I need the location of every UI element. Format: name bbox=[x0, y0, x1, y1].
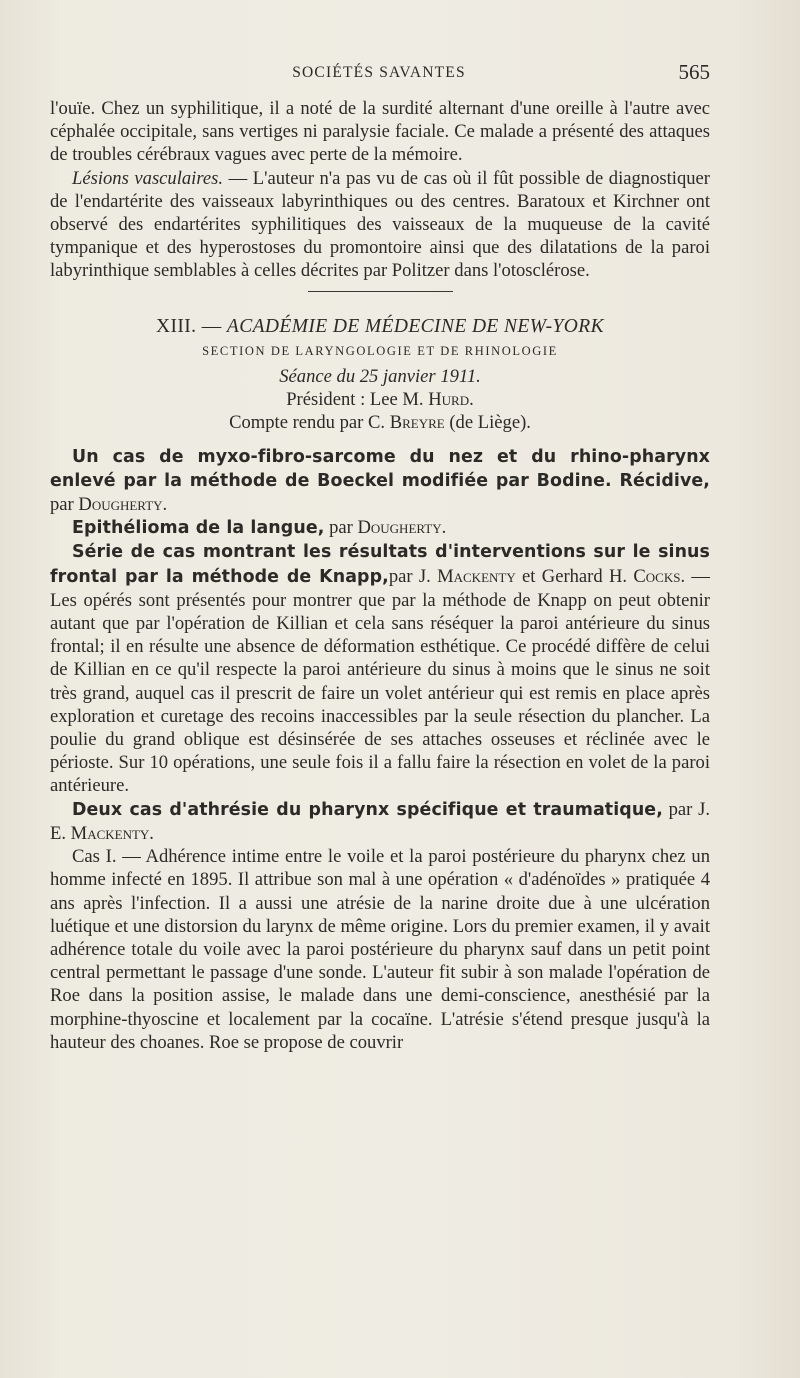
entry-author: Dougherty bbox=[78, 494, 163, 516]
entry-author: Cocks bbox=[633, 565, 681, 587]
case-one-text: Cas I. — Adhérence intime entre le voile et la paroi postérieure du pharynx chez un homme infecté en 1895. Il attribue son mal à une opération « d'adénoïdes » pratiquée 4 ans après l'infection. Il a aussi une atrésie de la narine droite due à une ulcération luétique et une distorsion du larynx de même origine. Lors du premier examen, il y avait adhérence totale du voile avec la paroi postérieure du pharynx sauf dans un petit point central permettant le passage d'une sonde. L'auteur fit subir à son malade l'opération de Roe dans la position assise, le malade dans une demi-conscience, anesthésié par la morphine-thyoscine et localement par la cocaïne. L'atrésie s'étend presque jusqu'à la hauteur des choanes. Roe se propose de couvrir bbox=[50, 846, 710, 1053]
report-prefix: Compte rendu par C. bbox=[229, 412, 390, 434]
entry-by: par J. E. bbox=[50, 798, 710, 844]
report-suffix: (de Liège). bbox=[444, 412, 531, 434]
entry-author: Dougherty bbox=[357, 517, 442, 539]
entry-epithelioma bbox=[50, 516, 710, 540]
president-name: Hurd bbox=[428, 389, 470, 411]
report-line bbox=[50, 411, 710, 434]
president-suffix: . bbox=[469, 389, 474, 411]
section-number: XIII. — bbox=[156, 315, 227, 337]
section-title bbox=[50, 315, 710, 338]
section-heading: ACADÉMIE DE MÉDECINE DE NEW-YORK bbox=[226, 315, 604, 337]
lesions-heading: Lésions vasculaires. bbox=[72, 167, 224, 189]
entry-end: . bbox=[162, 494, 168, 516]
entry-end: . bbox=[441, 517, 447, 539]
entry-by: par J. bbox=[388, 565, 438, 587]
entry-by: par bbox=[50, 494, 79, 516]
entry-title: Un cas de myxo-fibro-sarcome du nez et du rhino-pharynx enlevé par la méthode de Boeckel modifiée par Bodine. Récidive, bbox=[50, 446, 710, 491]
lesions-text: — L'auteur n'a pas vu de cas où il fût possible de diagnostiquer de l'endartérite des vaisseaux labyrinthiques ou des centres. Baratoux et Kirchner ont observé des endartérites syphilitiques des vaisseaux de la muqueuse de la cavité tympanique et des hyperostoses du promontoire ainsi que des dilatations de la paroi labyrinthique semblables à celles décrites par Politzer dans l'otosclérose. bbox=[50, 167, 710, 282]
entry-author: Mackenty bbox=[437, 565, 516, 587]
president-line bbox=[50, 388, 710, 411]
body-text bbox=[50, 97, 710, 1054]
session-date bbox=[50, 365, 710, 388]
section-subtitle: SECTION DE LARYNGOLOGIE ET DE RHINOLOGIE bbox=[202, 343, 558, 358]
entry-myxo-fibro-sarcome bbox=[50, 445, 710, 517]
page-header bbox=[48, 60, 710, 94]
page-number: 565 bbox=[678, 60, 710, 84]
president-prefix: Président : Lee M. bbox=[286, 389, 429, 411]
paragraph-ouie: l'ouïe. Chez un syphilitique, il a noté de la surdité alternant d'une oreille à l'autre avec céphalée occipitale, sans vertiges ni paralysie faciale. Ce malade a présenté des attaques de troubles cérébraux vagues avec perte de la mémoire. bbox=[50, 98, 710, 166]
entry-end: . bbox=[149, 822, 154, 844]
entry-text: . — Les opérés sont présentés pour montrer que par la méthode de Knapp on peut obtenir autant que par l'opération de Killian et cela sans réséquer la paroi antérieure du sinus frontal; il en résulte une absence de déformation esthétique. Ce procédé diffère de celui de Killian en ce qu'il respecte la paroi antérieure du sinus à moins que le sinus ne soit très grand, auquel cas il prescrit de faire un volet antérieur qui est remis en place après exploration et curetage des recoins inaccessibles par la seule résection du plancher. La poulie du grand oblique est désinsérée de ses attaches osseuses et réclinée avec le périoste. Sur 10 opérations, une seule fois il a fallu faire la résection en volet de la paroi antérieure. bbox=[50, 565, 710, 797]
entry-sinus-frontal bbox=[50, 540, 710, 797]
report-author: Breyre bbox=[389, 412, 445, 434]
spacer bbox=[50, 435, 710, 445]
entry-title: Série de cas montrant les résultats d'interventions sur le sinus frontal par la méthode de Knapp, bbox=[50, 542, 710, 587]
entry-and: et Gerhard H. bbox=[515, 565, 634, 587]
entry-author: Mackenty bbox=[70, 822, 150, 844]
entry-by: par bbox=[324, 517, 358, 539]
paragraph-lesions-vasculaires bbox=[50, 167, 710, 283]
running-title: SOCIÉTÉS SAVANTES bbox=[292, 64, 466, 81]
session-date-text: Séance du 25 janvier 1911. bbox=[279, 366, 481, 388]
entry-title: Epithélioma de la langue, bbox=[72, 518, 325, 539]
entry-title: Deux cas d'athrésie du pharynx spécifique et traumatique, bbox=[72, 799, 663, 820]
section-divider bbox=[308, 291, 453, 292]
entry-athresie bbox=[50, 798, 710, 845]
